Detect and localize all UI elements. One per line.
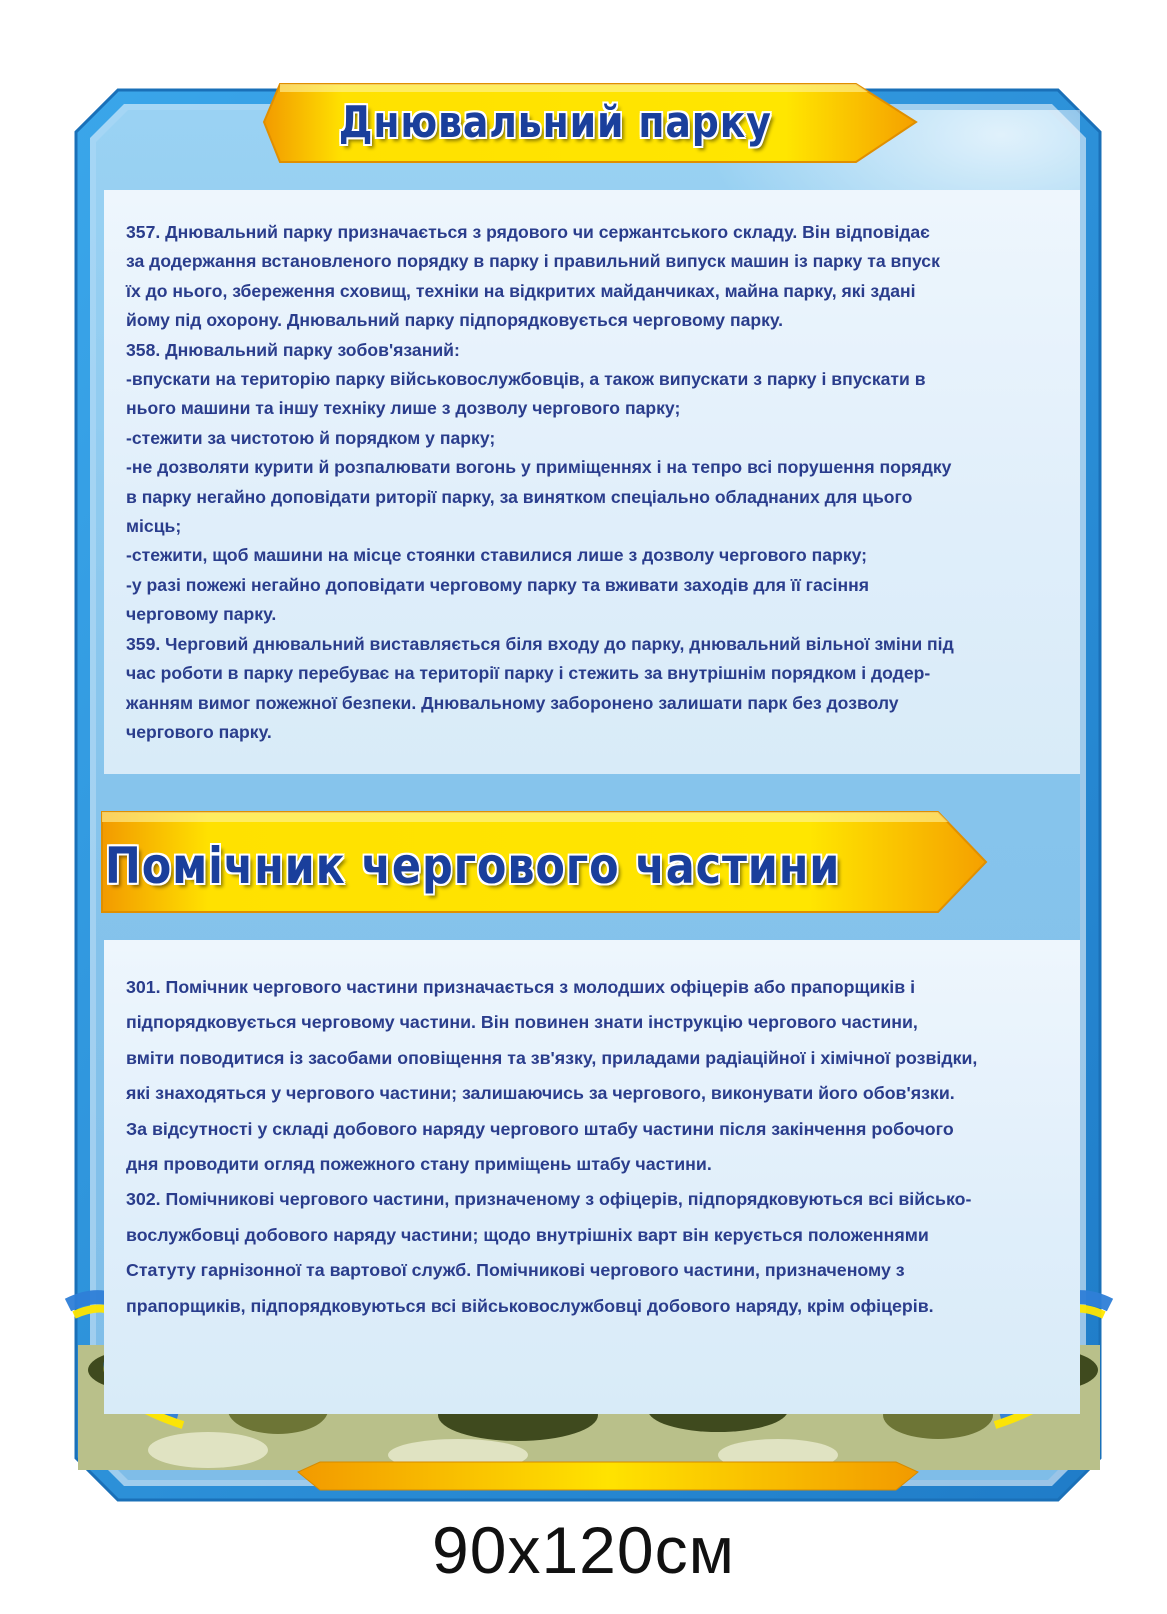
section-1-text-panel xyxy=(104,190,1080,774)
section-2-banner xyxy=(98,822,1060,910)
text-line: вміти поводитися із засобами оповіщення та зв'язку, приладами радіаційної і хімічної розвідки, xyxy=(126,1047,978,1068)
text-line: 357. Днювальний парку призначається з рядового чи сержантського складу. Він відповідає xyxy=(126,222,930,242)
section-2-text xyxy=(126,970,1056,1324)
text-line: 358. Днювальний парку зобов'язаний: xyxy=(126,339,460,360)
text-line: -стежити за чистотою й порядком у парку; xyxy=(126,427,496,448)
section-2-title: Помічник чергового частини xyxy=(104,837,841,895)
section-1-text xyxy=(126,218,1056,747)
text-line: в парку негайно доповідати риторії парку, за винятком спеціально обладнаних для цього xyxy=(126,486,913,507)
text-line: вослужбовці добового наряду частини; щодо внутрішніх варт він керується положеннями xyxy=(126,1224,929,1245)
text-line: підпорядковується черговому частини. Він повинен знати інструкцію чергового частини, xyxy=(126,1012,918,1033)
section-2-text-panel xyxy=(104,940,1080,1414)
text-line: час роботи в парку перебуває на території парку і стежить за внутрішнім порядком і додер- xyxy=(126,663,931,684)
text-line: За відсутності у складі добового наряду чергового штабу частини після закінчення робочого xyxy=(126,1118,954,1139)
text-line: жанням вимог пожежної безпеки. Днювальному заборонено залишати парк без дозволу xyxy=(126,692,899,713)
text-line: нього машини та іншу техніку лише з дозволу чергового парку; xyxy=(126,398,681,419)
text-line: прапорщиків, підпорядковуються всі військовослужбовці добового наряду, крім офіцерів. xyxy=(126,1295,934,1316)
text-line: 302. Помічникові чергового частини, призначеному з офіцерів, підпорядковуються всі військо- xyxy=(126,1189,972,1210)
text-line: -впускати на територію парку військовослужбовців, а також випускати з парку і впускати в xyxy=(126,369,926,390)
text-line: черговому парку. xyxy=(126,604,277,625)
text-line: їх до нього, збереження сховищ, техніки на відкритих майданчиках, майна парку, які здані xyxy=(126,280,916,301)
text-line: місць; xyxy=(126,516,182,537)
size-label: 90x120см xyxy=(432,1513,735,1587)
text-line: які знаходяться у чергового частини; залишаючись за чергового, виконувати його обов'язки. xyxy=(126,1083,955,1104)
text-line: чергового парку. xyxy=(126,721,272,742)
text-line: 359. Черговий днювальний виставляється біля входу до парку, днювальний вільної зміни під xyxy=(126,633,954,654)
text-line: -стежити, щоб машини на місце стоянки ставилися лише з дозволу чергового парку; xyxy=(126,545,868,566)
text-line: Статуту гарнізонної та вартової служб. Помічникові чергового частини, призначеному з xyxy=(126,1260,905,1281)
text-line: -у разі пожежі негайно доповідати черговому парку та вживати заходів для її гасіння xyxy=(126,574,869,595)
text-line: 301. Помічник чергового частини призначається з молодших офіцерів або прапорщиків і xyxy=(126,977,916,997)
text-line: дня проводити огляд пожежного стану приміщень штабу частини. xyxy=(126,1154,712,1175)
board xyxy=(58,70,1120,1520)
text-line: -не дозволяти курити й розпалювати вогонь у приміщеннях і на тепро всі порушення порядку xyxy=(126,457,952,478)
section-1-title: Днювальний парку xyxy=(338,96,772,148)
text-line: за додержання встановленого порядку в парку і правильний випуск машин із парку та впуск xyxy=(126,251,940,272)
text-line: йому під охорону. Днювальний парку підпорядковується черговому парку. xyxy=(126,310,784,331)
section-1-banner xyxy=(270,80,918,164)
